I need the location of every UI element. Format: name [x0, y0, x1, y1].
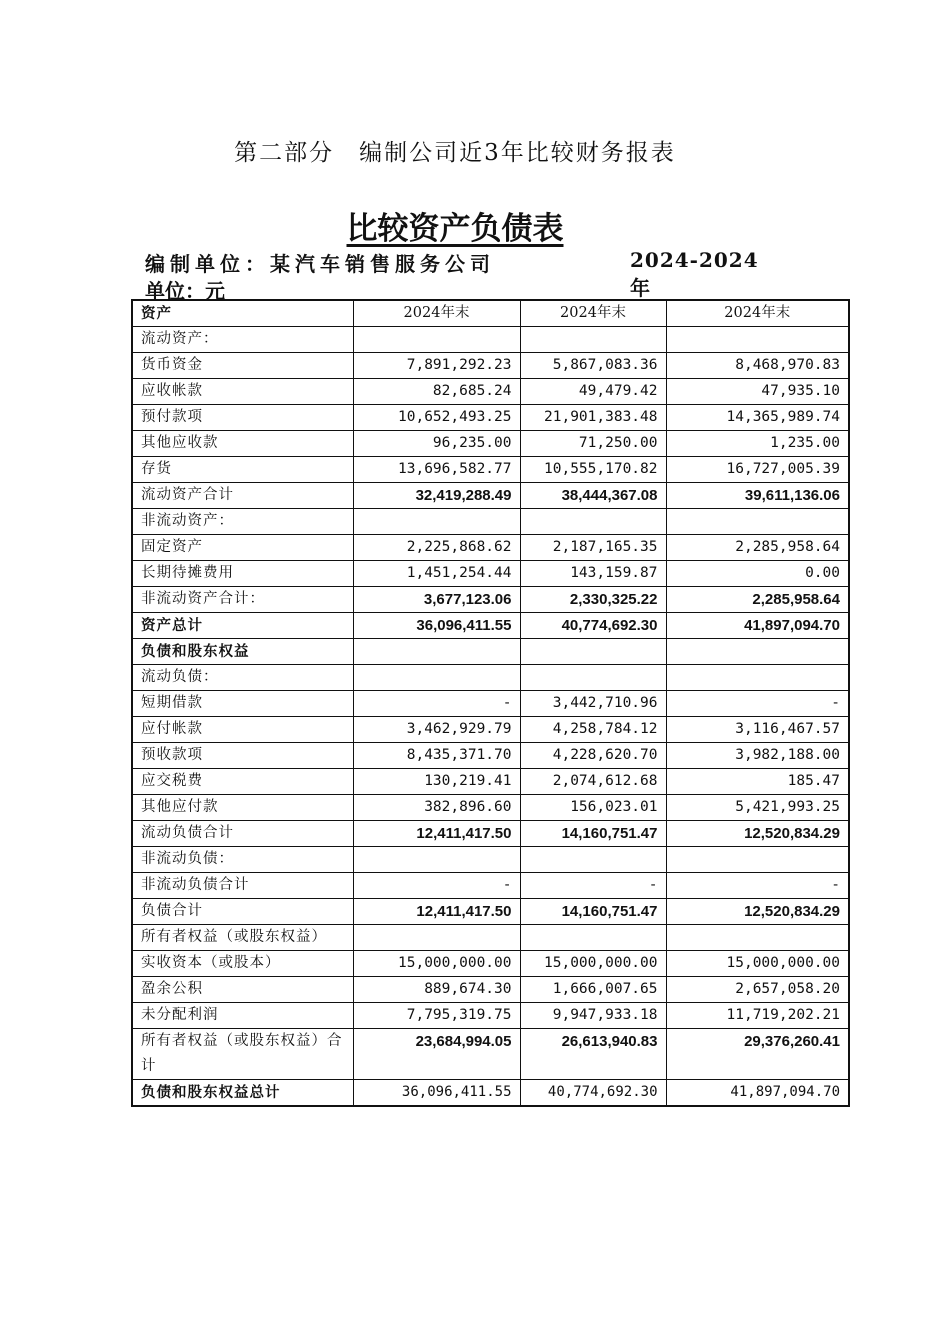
cell-value: 14,160,751.47	[520, 899, 666, 925]
row-label: 负债合计	[132, 899, 353, 925]
table-row	[132, 743, 849, 769]
cell-value: 2,187,165.35	[520, 535, 666, 561]
cell-value	[666, 509, 849, 535]
cell-value: 382,896.60	[353, 795, 520, 821]
cell-value: 2,074,612.68	[520, 769, 666, 795]
cell-value	[666, 639, 849, 665]
cell-value: 2,285,958.64	[666, 535, 849, 561]
table-row	[132, 847, 849, 873]
row-label: 存货	[132, 457, 353, 483]
table-row	[132, 1029, 849, 1080]
row-label: 流动资产合计	[132, 483, 353, 509]
row-label: 预付款项	[132, 405, 353, 431]
table-row	[132, 873, 849, 899]
table-row	[132, 587, 849, 613]
part-title: 第二部分 编制公司近3年比较财务报表	[234, 140, 676, 166]
table-row	[132, 769, 849, 795]
org-label: 编制单位：某汽车销售服务公司	[145, 252, 495, 276]
table-row	[132, 509, 849, 535]
row-label: 流动负债合计	[132, 821, 353, 847]
header-label: 资产	[132, 300, 353, 327]
cell-value: -	[666, 691, 849, 717]
row-label: 固定资产	[132, 535, 353, 561]
table-row	[132, 379, 849, 405]
cell-value: 130,219.41	[353, 769, 520, 795]
cell-value: 12,411,417.50	[353, 899, 520, 925]
cell-value	[520, 847, 666, 873]
row-label: 其他应收款	[132, 431, 353, 457]
cell-value: 39,611,136.06	[666, 483, 849, 509]
cell-value: 5,421,993.25	[666, 795, 849, 821]
cell-value: 1,235.00	[666, 431, 849, 457]
table-row	[132, 977, 849, 1003]
cell-value: 40,774,692.30	[520, 1080, 666, 1107]
unit-label: 单位：元	[145, 279, 225, 303]
table-row	[132, 431, 849, 457]
row-label: 未分配利润	[132, 1003, 353, 1029]
table-row	[132, 1080, 849, 1107]
cell-value: 3,677,123.06	[353, 587, 520, 613]
table-row	[132, 665, 849, 691]
header-col: 2024年末	[520, 300, 666, 327]
table-row	[132, 899, 849, 925]
cell-value: 13,696,582.77	[353, 457, 520, 483]
cell-value: 12,411,417.50	[353, 821, 520, 847]
cell-value: 15,000,000.00	[520, 951, 666, 977]
row-label: 非流动负债：	[132, 847, 353, 873]
cell-value	[353, 327, 520, 353]
cell-value: 49,479.42	[520, 379, 666, 405]
cell-value: 12,520,834.29	[666, 821, 849, 847]
cell-value: 41,897,094.70	[666, 613, 849, 639]
row-label: 非流动负债合计	[132, 873, 353, 899]
cell-value: -	[353, 691, 520, 717]
cell-value	[353, 665, 520, 691]
table-row	[132, 925, 849, 951]
cell-value: 2,225,868.62	[353, 535, 520, 561]
cell-value	[520, 509, 666, 535]
table-row	[132, 1003, 849, 1029]
cell-value: 3,462,929.79	[353, 717, 520, 743]
cell-value: 889,674.30	[353, 977, 520, 1003]
table-header-row	[132, 300, 849, 327]
cell-value: 96,235.00	[353, 431, 520, 457]
cell-value: 12,520,834.29	[666, 899, 849, 925]
row-label: 盈余公积	[132, 977, 353, 1003]
cell-value: 9,947,933.18	[520, 1003, 666, 1029]
cell-value: 8,435,371.70	[353, 743, 520, 769]
cell-value: 23,684,994.05	[353, 1029, 520, 1080]
cell-value: 15,000,000.00	[666, 951, 849, 977]
cell-value	[520, 327, 666, 353]
cell-value	[666, 665, 849, 691]
cell-value: 38,444,367.08	[520, 483, 666, 509]
cell-value	[666, 847, 849, 873]
balance-sheet-table	[131, 299, 850, 1107]
cell-value: 2,657,058.20	[666, 977, 849, 1003]
table-row	[132, 353, 849, 379]
cell-value	[520, 925, 666, 951]
cell-value: 156,023.01	[520, 795, 666, 821]
row-label: 实收资本（或股本）	[132, 951, 353, 977]
cell-value: 3,116,467.57	[666, 717, 849, 743]
table-row	[132, 691, 849, 717]
cell-value: 2,330,325.22	[520, 587, 666, 613]
cell-value: 1,666,007.65	[520, 977, 666, 1003]
row-label: 流动资产：	[132, 327, 353, 353]
cell-value	[666, 925, 849, 951]
table-row	[132, 327, 849, 353]
table-row	[132, 951, 849, 977]
cell-value: 36,096,411.55	[353, 1080, 520, 1107]
row-label: 所有者权益（或股东权益）合计	[132, 1029, 353, 1080]
cell-value: 41,897,094.70	[666, 1080, 849, 1107]
cell-value	[520, 665, 666, 691]
cell-value: 32,419,288.49	[353, 483, 520, 509]
cell-value: 3,442,710.96	[520, 691, 666, 717]
cell-value: 36,096,411.55	[353, 613, 520, 639]
row-label: 非流动资产：	[132, 509, 353, 535]
cell-value: 4,228,620.70	[520, 743, 666, 769]
cell-value: 2,285,958.64	[666, 587, 849, 613]
header-col: 2024年末	[666, 300, 849, 327]
document-title: 比较资产负债表	[346, 211, 564, 247]
row-label: 非流动资产合计：	[132, 587, 353, 613]
cell-value: 26,613,940.83	[520, 1029, 666, 1080]
row-label: 长期待摊费用	[132, 561, 353, 587]
table-row	[132, 405, 849, 431]
cell-value: 5,867,083.36	[520, 353, 666, 379]
row-label: 负债和股东权益总计	[132, 1080, 353, 1107]
cell-value: 10,652,493.25	[353, 405, 520, 431]
cell-value: 82,685.24	[353, 379, 520, 405]
cell-value: 14,365,989.74	[666, 405, 849, 431]
cell-value	[353, 925, 520, 951]
header-col: 2024年末	[353, 300, 520, 327]
period-label: 2024-2024 年	[630, 248, 759, 300]
cell-value: 0.00	[666, 561, 849, 587]
row-label: 负债和股东权益	[132, 639, 353, 665]
cell-value	[666, 327, 849, 353]
cell-value: 16,727,005.39	[666, 457, 849, 483]
cell-value: 143,159.87	[520, 561, 666, 587]
cell-value: 7,891,292.23	[353, 353, 520, 379]
row-label: 应交税费	[132, 769, 353, 795]
row-label: 预收款项	[132, 743, 353, 769]
cell-value: 11,719,202.21	[666, 1003, 849, 1029]
row-label: 所有者权益（或股东权益）	[132, 925, 353, 951]
cell-value: 8,468,970.83	[666, 353, 849, 379]
row-label: 应收帐款	[132, 379, 353, 405]
cell-value: 15,000,000.00	[353, 951, 520, 977]
cell-value: 4,258,784.12	[520, 717, 666, 743]
table-row	[132, 535, 849, 561]
cell-value: 71,250.00	[520, 431, 666, 457]
table-row	[132, 639, 849, 665]
row-label: 短期借款	[132, 691, 353, 717]
table-row	[132, 613, 849, 639]
table-row	[132, 821, 849, 847]
table-row	[132, 483, 849, 509]
cell-value: 10,555,170.82	[520, 457, 666, 483]
cell-value: 14,160,751.47	[520, 821, 666, 847]
row-label: 资产总计	[132, 613, 353, 639]
cell-value: 7,795,319.75	[353, 1003, 520, 1029]
cell-value: 47,935.10	[666, 379, 849, 405]
row-label: 应付帐款	[132, 717, 353, 743]
cell-value: 21,901,383.48	[520, 405, 666, 431]
cell-value	[353, 509, 520, 535]
cell-value	[353, 847, 520, 873]
table-row	[132, 457, 849, 483]
cell-value: 29,376,260.41	[666, 1029, 849, 1080]
cell-value: 40,774,692.30	[520, 613, 666, 639]
cell-value: -	[666, 873, 849, 899]
cell-value: 185.47	[666, 769, 849, 795]
row-label: 流动负债：	[132, 665, 353, 691]
table-row	[132, 795, 849, 821]
cell-value: -	[520, 873, 666, 899]
cell-value	[353, 639, 520, 665]
cell-value	[520, 639, 666, 665]
row-label: 货币资金	[132, 353, 353, 379]
table-row	[132, 717, 849, 743]
row-label: 其他应付款	[132, 795, 353, 821]
cell-value: 1,451,254.44	[353, 561, 520, 587]
cell-value: 3,982,188.00	[666, 743, 849, 769]
table-row	[132, 561, 849, 587]
cell-value: -	[353, 873, 520, 899]
